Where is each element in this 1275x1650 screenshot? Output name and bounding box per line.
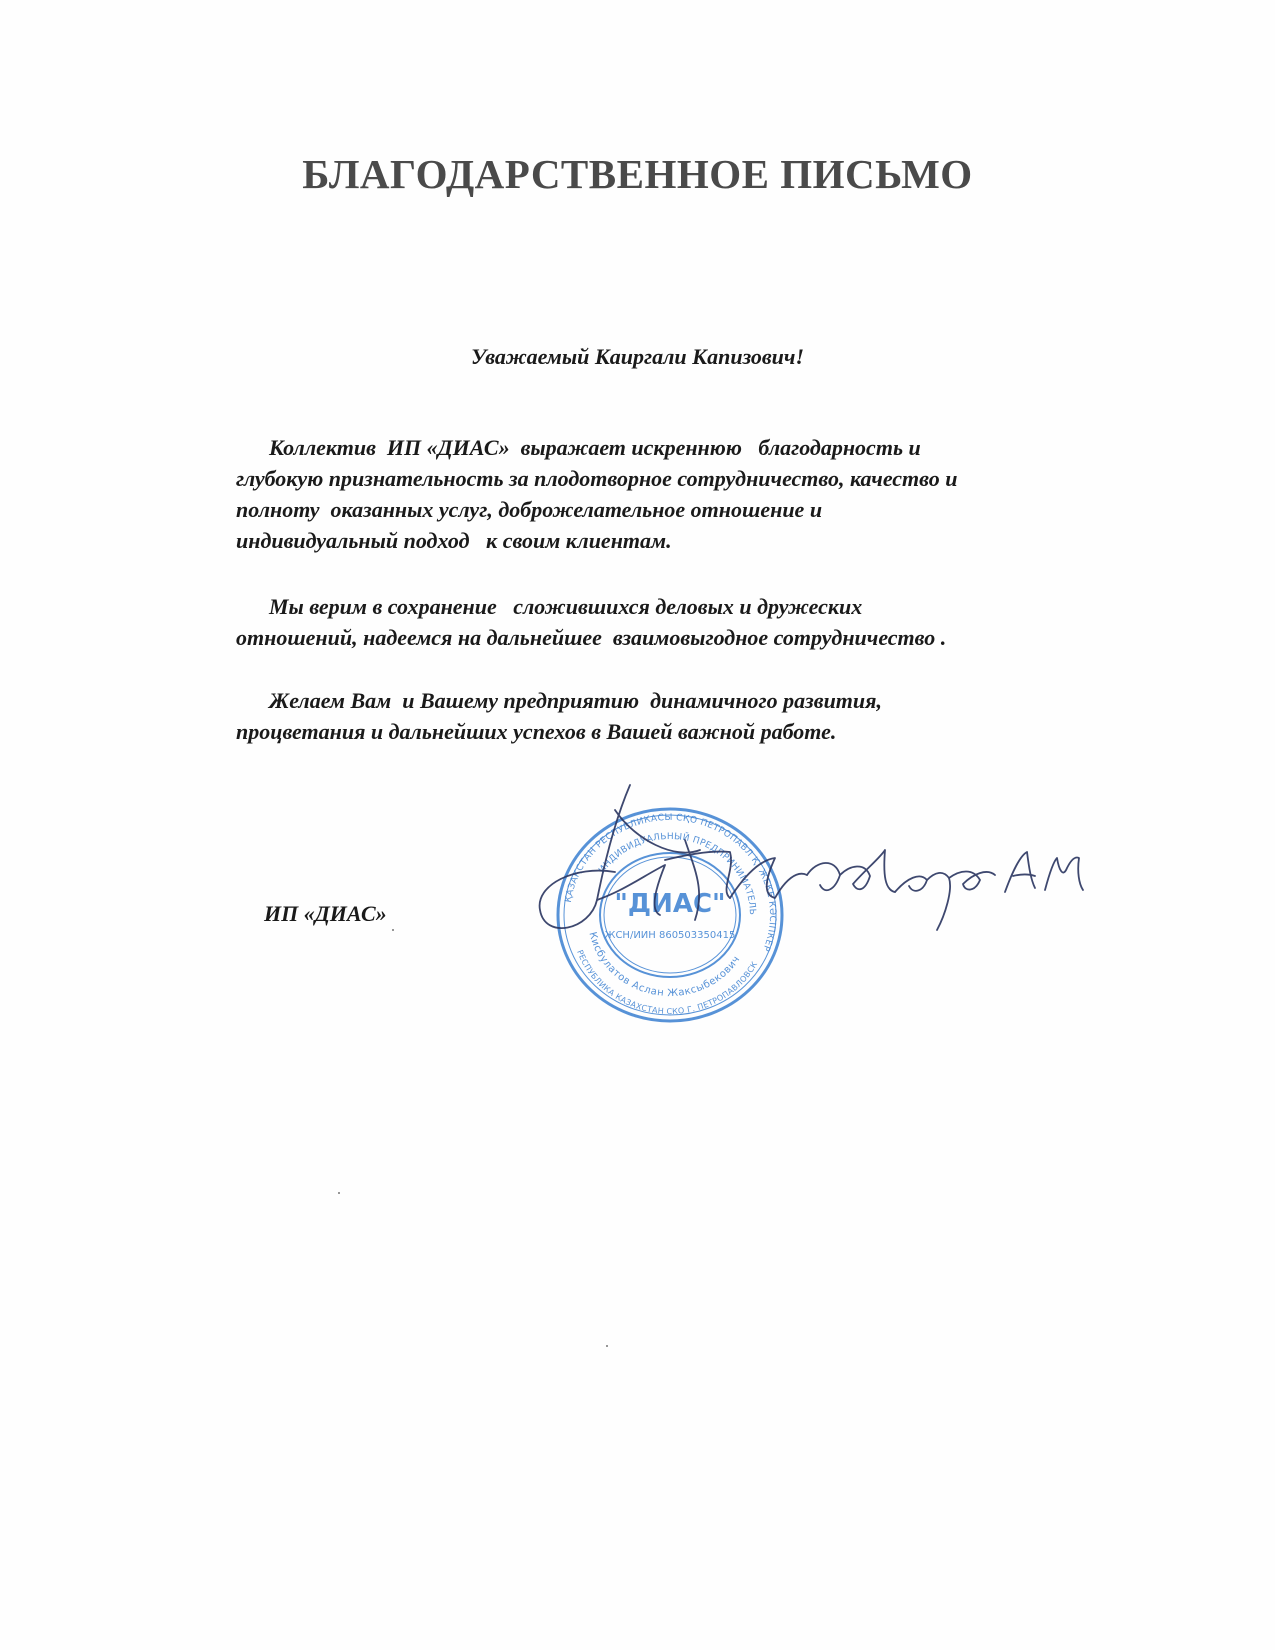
paragraph-wishes: Желаем Вам и Вашему предприятию динамичного развития, процветания и дальнейших успехов в Вашей важной работе. — [236, 688, 882, 744]
stamp-middle-text: ИНДИВИДУАЛЬНЫЙ ПРЕДПРИНИМАТЕЛЬ — [597, 831, 758, 916]
paragraph-gratitude: Коллектив ИП «ДИАС» выражает искреннюю благодарность и глубокую признательность за плодотворное сотрудничество, качество и полноту оказанных услуг, доброжелательное отношение и индивидуальный подход к своим клиентам. — [236, 435, 958, 553]
stamp-outer-text: ҚАЗАҚСТАН РЕСПУБЛИКАСЫ СҚО ПЕТРОПАВЛ Қ. ЖЕКЕ КӘСІПКЕР — [563, 812, 778, 953]
scan-speck — [338, 1192, 340, 1194]
stamp-inner-text: ЖСН/ИИН 860503350415 — [604, 930, 736, 941]
letter-title: БЛАГОДАРСТВЕННОЕ ПИСЬМО — [302, 151, 973, 197]
salutation: Уважаемый Каиргали Капизович! — [470, 344, 805, 369]
scan-speck — [606, 1345, 608, 1347]
scan-speck — [392, 929, 394, 931]
handwritten-signature — [535, 780, 1095, 980]
signatory-company: ИП «ДИАС» — [264, 901, 387, 926]
stamp-bottom-outer-text: РЕСПУБЛИКА КАЗАХСТАН СКО Г. ПЕТРОПАВЛОВСК — [575, 948, 760, 1016]
stamp-center-text: "ДИАС" — [614, 889, 726, 919]
stamp-bottom-text: Кисбулатов Аслан Жаксыбекович — [586, 930, 743, 1000]
paragraph-relations: Мы верим в сохранение сложившихся деловых и дружеских отношений, надеемся на дальнейшее взаимовыгодное сотрудничество . — [236, 594, 947, 650]
